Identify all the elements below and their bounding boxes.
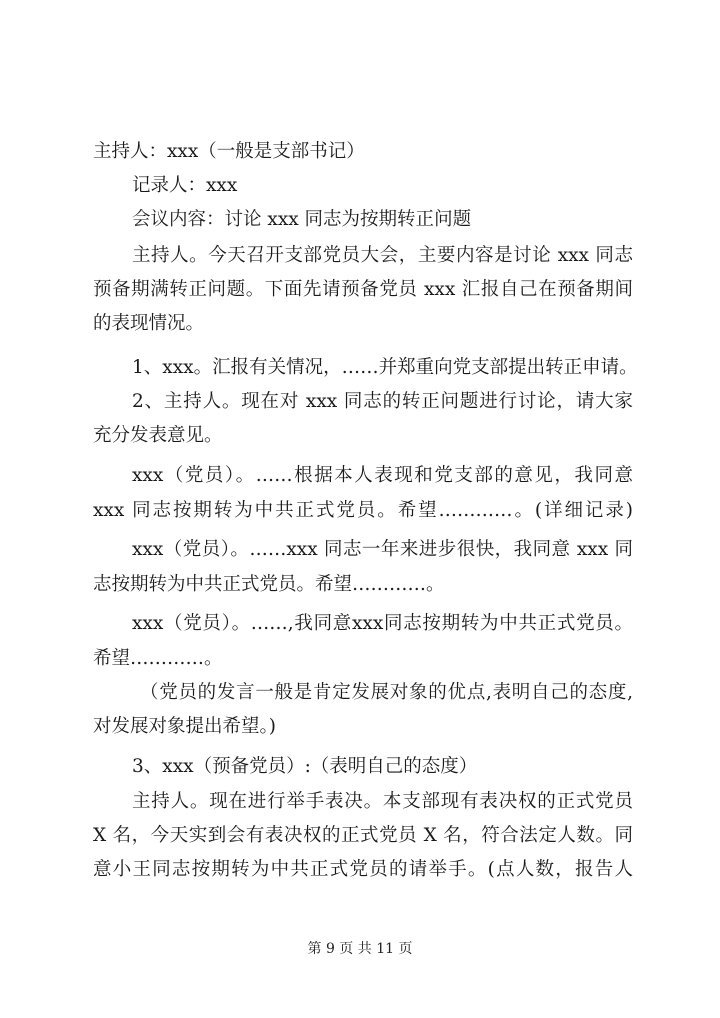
paragraph-line: 主持人。现在进行举手表决。本支部现有表决权的正式党员 xyxy=(132,791,633,812)
paragraph-line: 希望…………。 xyxy=(93,648,223,669)
paragraph-line: 充分发表意见。 xyxy=(93,425,223,446)
paragraph-line: xxx（党员）。……,我同意xxx同志按期转为中共正式党员。 xyxy=(132,613,633,634)
paragraph-line: 对发展对象提出希望。) xyxy=(93,716,276,737)
paragraph-line: 的表现情况。 xyxy=(93,313,205,334)
paragraph-line: 3、xxx（预备党员）:（表明自己的态度） xyxy=(132,756,478,777)
recorder-line: 记录人：xxx xyxy=(132,175,238,196)
paragraph-line: 2、主持人。现在对 xxx 同志的转正问题进行讨论，请大家 xyxy=(132,391,633,412)
paragraph-line: （党员的发言一般是肯定发展对象的优点,表明自己的态度, xyxy=(140,682,633,703)
meeting-content-line: 会议内容：讨论 xxx 同志为按期转正问题 xyxy=(132,209,472,230)
paragraph-line: X 名，今天实到会有表决权的正式党员 X 名，符合法定人数。同 xyxy=(93,825,633,846)
paragraph-line: 主持人。今天召开支部党员大会，主要内容是讨论 xxx 同志 xyxy=(132,245,633,266)
paragraph-line: 1、xxx。汇报有关情况，……并郑重向党支部提出转正申请。 xyxy=(132,357,638,378)
paragraph-line: 志按期转为中共正式党员。希望…………。 xyxy=(93,574,445,595)
paragraph-line: xxx（党员）。……xxx 同志一年来进步很快，我同意 xxx 同 xyxy=(132,539,633,560)
paragraph-line: 意小王同志按期转为中共正式党员的请举手。(点人数，报告人 xyxy=(93,859,633,880)
page-number-footer: 第 9 页 共 11 页 xyxy=(307,941,413,957)
paragraph-line: xxx（党员）。……根据本人表现和党支部的意见，我同意 xyxy=(132,465,633,486)
paragraph-line: 预备期满转正问题。下面先请预备党员 xxx 汇报自己在预备期间 xyxy=(93,279,633,300)
paragraph-line: xxx 同志按期转为中共正式党员。希望…………。(详细记录) xyxy=(93,500,633,521)
host-line: 主持人：xxx（一般是支部书记） xyxy=(93,141,365,162)
